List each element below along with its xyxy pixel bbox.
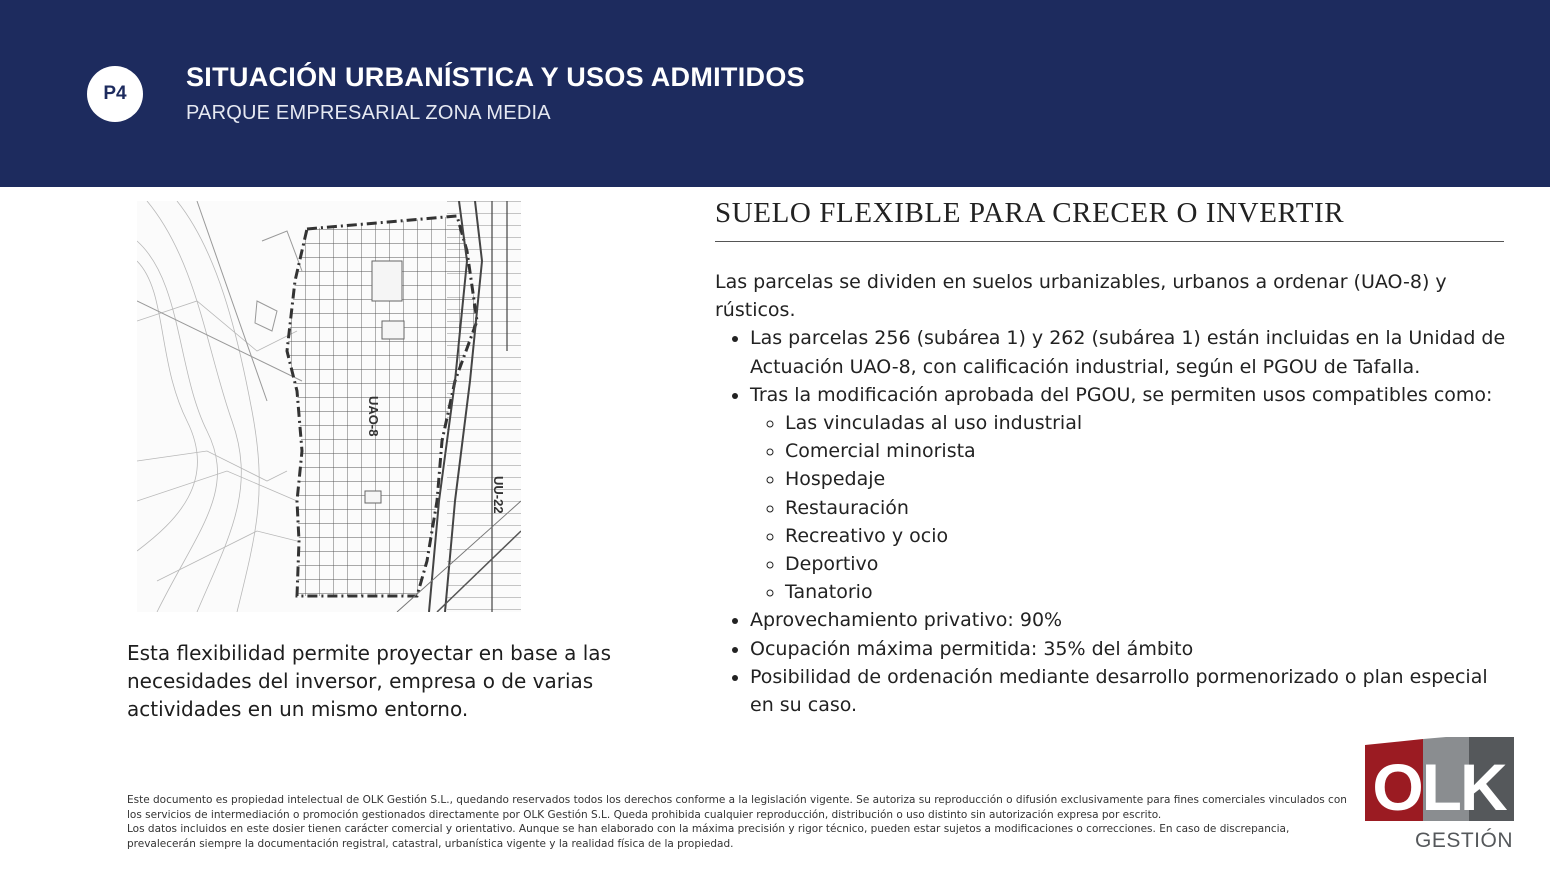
section-divider (715, 241, 1504, 242)
section-body (715, 268, 1515, 719)
logo-word: GESTIÓN (1414, 829, 1513, 852)
use-item: ◦ Restauración (785, 494, 1515, 522)
list-item: • Las parcelas 256 (subárea 1) y 262 (subárea 1) están incluidas en la Unidad de Actuación UAO-8, con calificación industrial, según el PGOU de Tafalla. (750, 324, 1515, 380)
logo-mark: OLK (1372, 750, 1506, 824)
flexibility-note: Esta flexibilidad permite proyectar en base a las necesidades del inversor, empresa o de varias actividades en un mismo entorno. (127, 641, 611, 721)
olk-logo-graphic (1365, 737, 1515, 853)
use-item: ◦ Comercial minorista (785, 437, 1515, 465)
zone-label-uao8: UAO-8 (366, 396, 381, 437)
section-title: SUELO FLEXIBLE PARA CRECER O INVERTIR (715, 197, 1345, 229)
uses-list (750, 409, 1515, 606)
zone-label-uu22: UU-22 (491, 476, 506, 514)
list-item: • Posibilidad de ordenación mediante desarrollo pormenorizado o plan especial en su caso. (750, 663, 1515, 719)
use-item: ◦ Hospedaje (785, 465, 1515, 493)
intro-paragraph: Las parcelas se dividen en suelos urbanizables, urbanos a ordenar (UAO-8) y rústicos. (715, 271, 1447, 322)
use-item: ◦ Tanatorio (785, 578, 1515, 606)
page-subtitle: PARQUE EMPRESARIAL ZONA MEDIA (186, 102, 551, 124)
legal-disclaimer (127, 793, 1357, 851)
use-item: ◦ Recreativo y ocio (785, 522, 1515, 550)
disclaimer-accuracy: Los datos incluidos en este dosier tienen carácter comercial y orientativo. Aunque se han elaborado con la máxima precisión y rigor técnico, pueden estar sujetos a modificaciones o correcciones. En caso de discrepancia, prevalecerán siempre la documentación registral, catastral, urbanística vigente y la realidad física de la propiedad. (127, 823, 1290, 850)
page-badge: P4 (87, 66, 143, 122)
list-item: • Aprovechamiento privativo: 90% (750, 606, 1515, 634)
list-item: • Ocupación máxima permitida: 35% del ámbito (750, 635, 1515, 663)
use-item: ◦ Deportivo (785, 550, 1515, 578)
urban-plan-map (137, 201, 521, 612)
list-item (750, 381, 1515, 607)
conditions-list (715, 324, 1515, 719)
header-banner (0, 0, 1550, 187)
page-title: SITUACIÓN URBANÍSTICA Y USOS ADMITIDOS (186, 62, 805, 92)
uses-intro: Tras la modificación aprobada del PGOU, se permiten usos compatibles como: (750, 383, 1493, 406)
disclaimer-ownership: Este documento es propiedad intelectual de OLK Gestión S.L., quedando reservados todos los derechos conforme a la legislación vigente. Se autoriza su reproducción o difusión exclusivamente para fines comerciales vinculados con los servicios de intermediación o promoción gestionados directamente por OLK Gestión S.L. Queda prohibida cualquier reproducción, distribución o uso distinto sin autorización expresa por escrito. (127, 794, 1347, 821)
use-item: ◦ Las vinculadas al uso industrial (785, 409, 1515, 437)
urban-plan-drawing (137, 201, 521, 612)
olk-logo (1365, 737, 1515, 853)
